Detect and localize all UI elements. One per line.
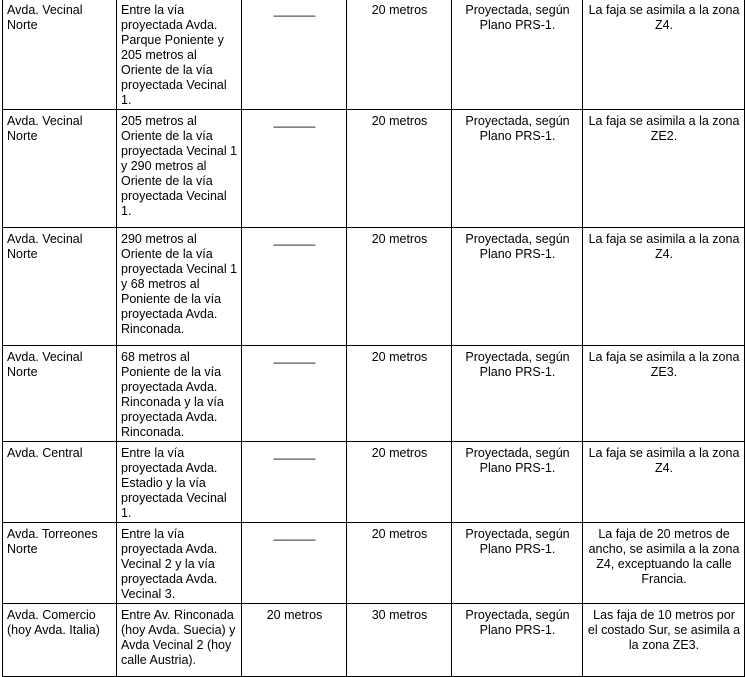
segment-cell: Entre la vía proyectada Avda. Parque Poniente y 205 metros al Oriente de la vía proyectada Vecinal 1. [117, 0, 242, 110]
road-name-cell: Avda. Torreones Norte [3, 523, 117, 604]
status-cell: Proyectada, según Plano PRS-1. [452, 442, 583, 523]
current-width-cell: ______ [242, 0, 347, 110]
roads-table [2, 0, 745, 677]
future-width-cell: 20 metros [347, 110, 452, 228]
road-name-cell: Avda. Vecinal Norte [3, 228, 117, 346]
current-width-cell: ______ [242, 442, 347, 523]
table-row [3, 523, 745, 604]
current-width-cell: ______ [242, 228, 347, 346]
future-width-cell: 20 metros [347, 442, 452, 523]
current-width-cell: ______ [242, 523, 347, 604]
future-width-cell: 20 metros [347, 523, 452, 604]
current-width-cell: ______ [242, 346, 347, 442]
table-row [3, 110, 745, 228]
road-name-cell: Avda. Vecinal Norte [3, 110, 117, 228]
status-cell: Proyectada, según Plano PRS-1. [452, 604, 583, 677]
observation-cell: La faja de 20 metros de ancho, se asimila a la zona Z4, exceptuando la calle Francia. [583, 523, 745, 604]
segment-cell: Entre la vía proyectada Avda. Vecinal 2 y la vía proyectada Avda. Vecinal 3. [117, 523, 242, 604]
observation-cell: La faja se asimila a la zona ZE3. [583, 346, 745, 442]
segment-cell: Entre la vía proyectada Avda. Estadio y la vía proyectada Vecinal 1. [117, 442, 242, 523]
observation-cell: La faja se asimila a la zona Z4. [583, 228, 745, 346]
status-cell: Proyectada, según Plano PRS-1. [452, 228, 583, 346]
status-cell: Proyectada, según Plano PRS-1. [452, 523, 583, 604]
table-row [3, 228, 745, 346]
segment-cell: 290 metros al Oriente de la vía proyectada Vecinal 1 y 68 metros al Poniente de la vía proyectada Avda. Rinconada. [117, 228, 242, 346]
road-name-cell: Avda. Comercio (hoy Avda. Italia) [3, 604, 117, 677]
future-width-cell: 30 metros [347, 604, 452, 677]
table-row [3, 0, 745, 110]
road-name-cell: Avda. Vecinal Norte [3, 346, 117, 442]
table-row [3, 346, 745, 442]
observation-cell: La faja se asimila a la zona ZE2. [583, 110, 745, 228]
future-width-cell: 20 metros [347, 346, 452, 442]
future-width-cell: 20 metros [347, 0, 452, 110]
segment-cell: Entre Av. Rinconada (hoy Avda. Suecia) y Avda Vecinal 2 (hoy calle Austria). [117, 604, 242, 677]
segment-cell: 68 metros al Poniente de la vía proyectada Avda. Rinconada y la vía proyectada Avda. Rinconada. [117, 346, 242, 442]
status-cell: Proyectada, según Plano PRS-1. [452, 0, 583, 110]
status-cell: Proyectada, según Plano PRS-1. [452, 346, 583, 442]
segment-cell: 205 metros al Oriente de la vía proyectada Vecinal 1 y 290 metros al Oriente de la vía proyectada Vecinal 1. [117, 110, 242, 228]
observation-cell: Las faja de 10 metros por el costado Sur, se asimila a la zona ZE3. [583, 604, 745, 677]
current-width-cell: ______ [242, 110, 347, 228]
observation-cell: La faja se asimila a la zona Z4. [583, 442, 745, 523]
status-cell: Proyectada, según Plano PRS-1. [452, 110, 583, 228]
table-row [3, 442, 745, 523]
road-name-cell: Avda. Vecinal Norte [3, 0, 117, 110]
table-row [3, 604, 745, 677]
current-width-cell: 20 metros [242, 604, 347, 677]
observation-cell: La faja se asimila a la zona Z4. [583, 0, 745, 110]
road-name-cell: Avda. Central [3, 442, 117, 523]
future-width-cell: 20 metros [347, 228, 452, 346]
